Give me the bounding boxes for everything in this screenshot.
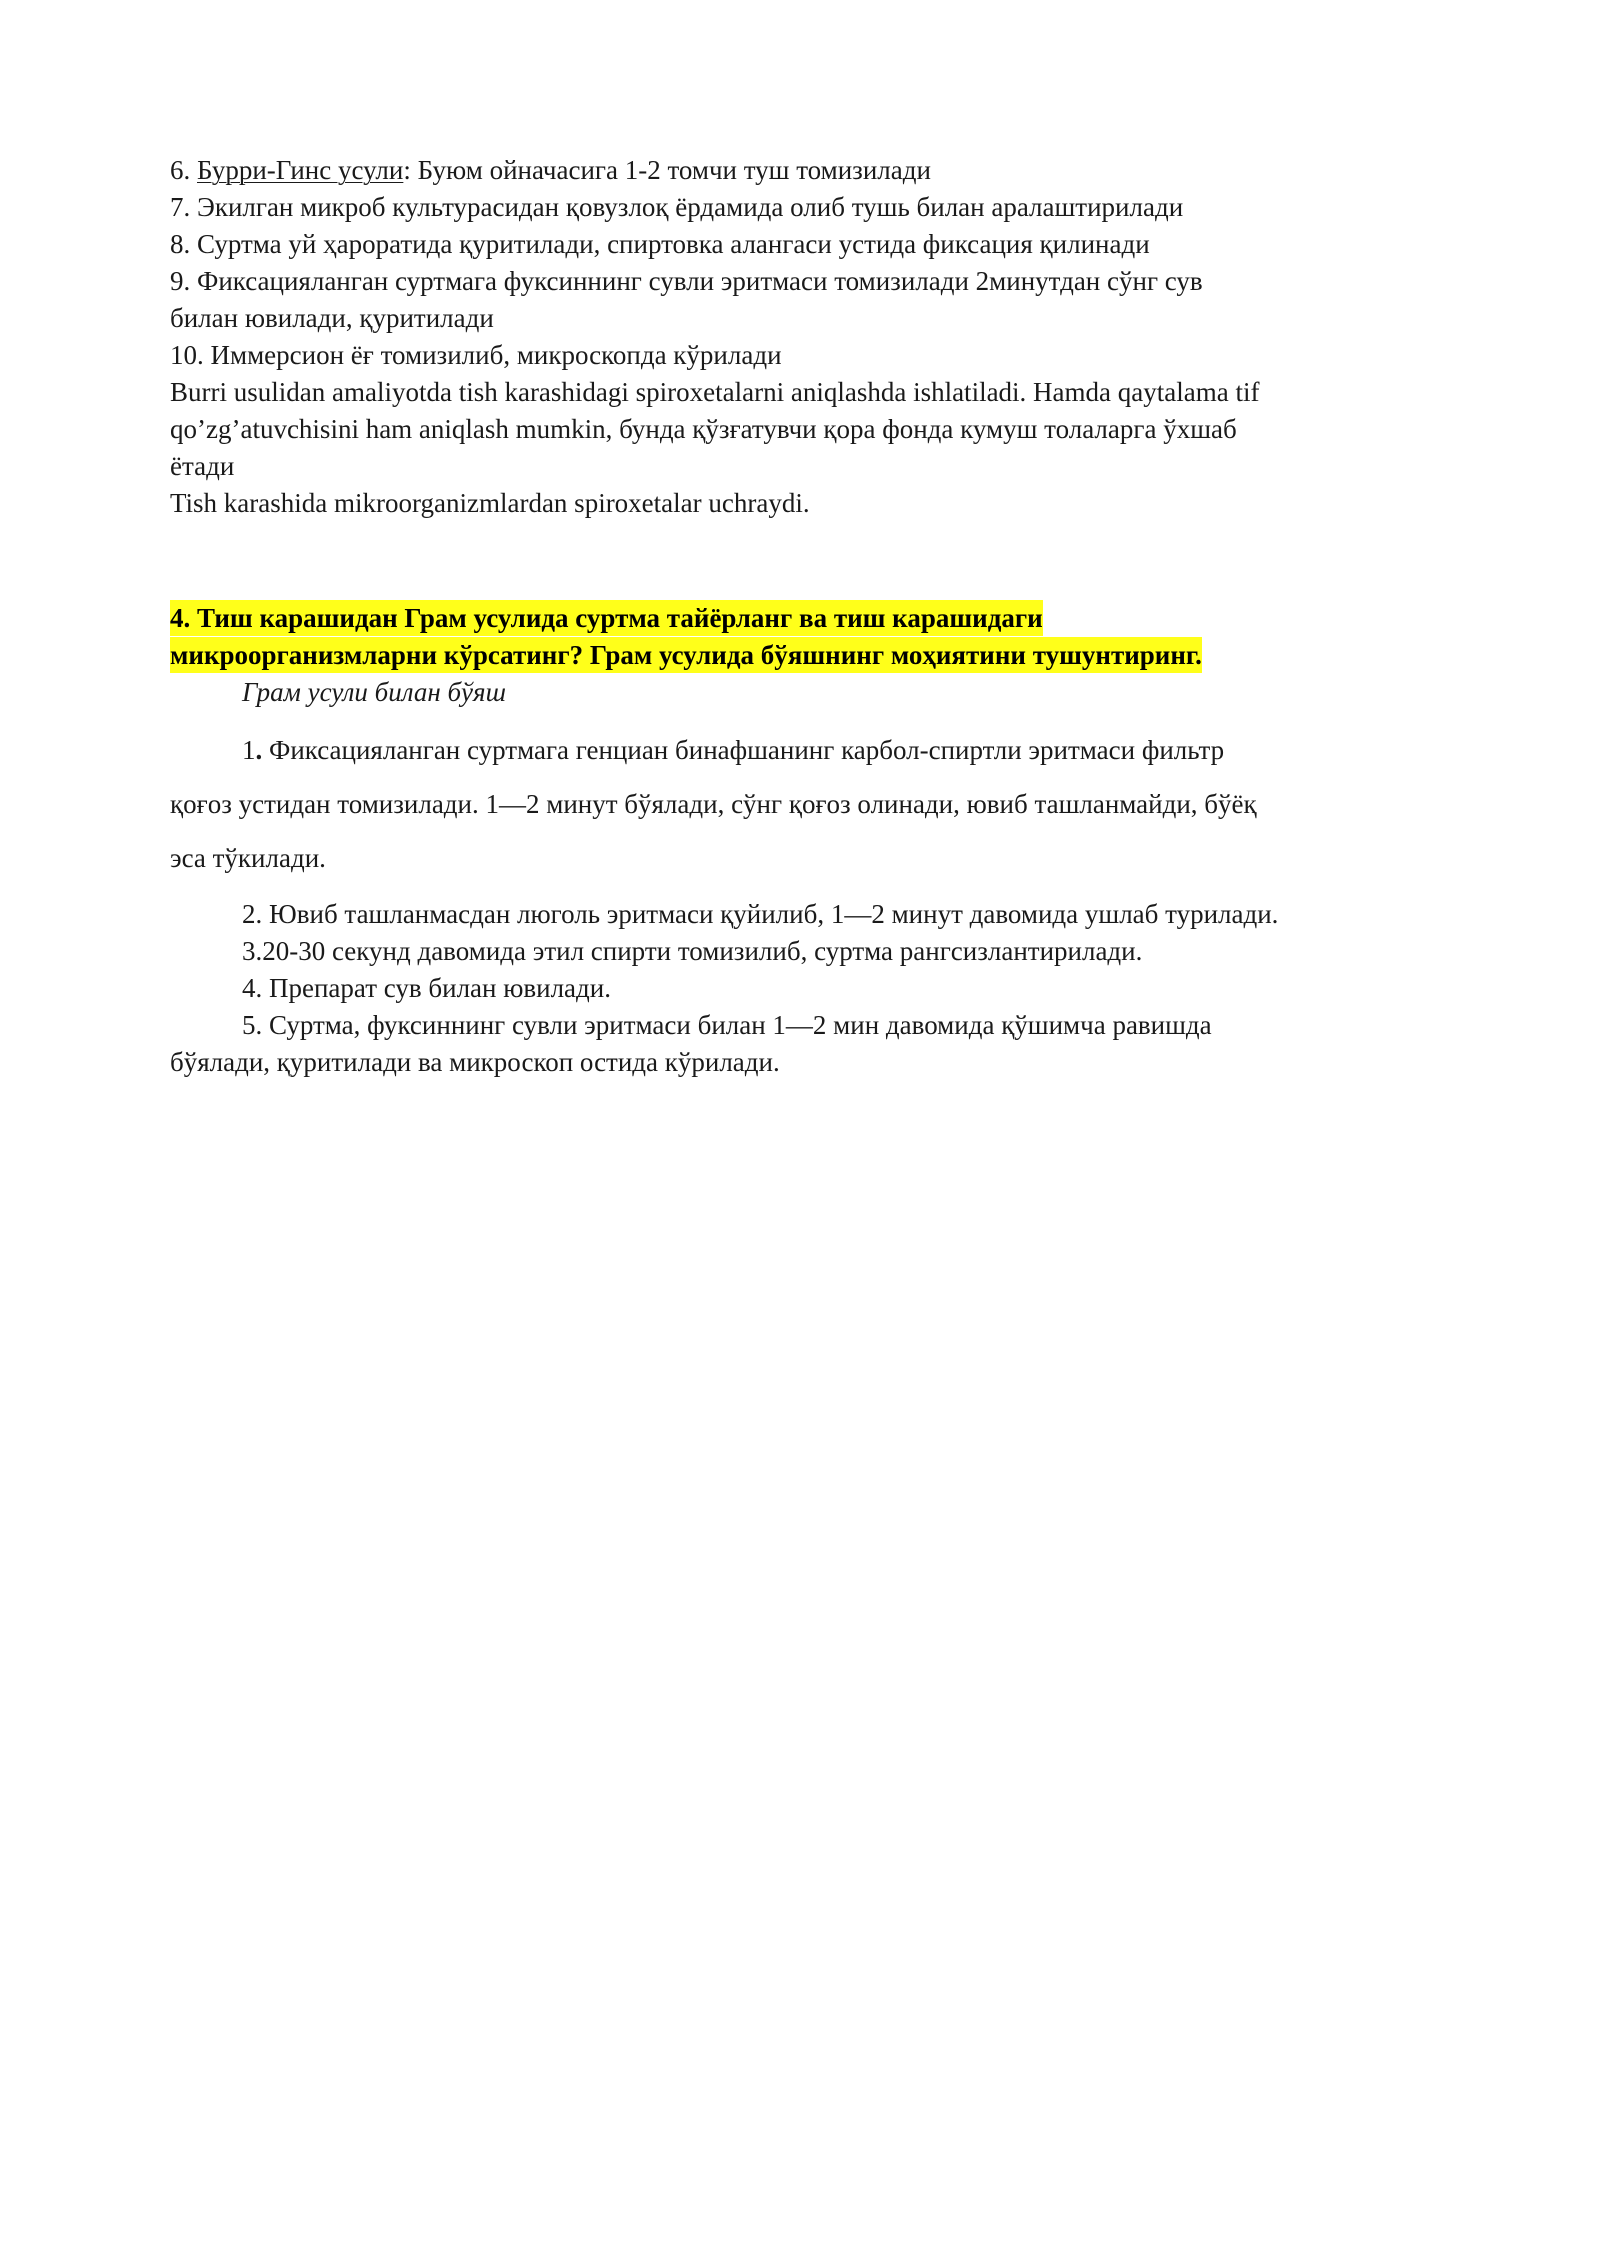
note-line-2: qo’zg’atuvchisini ham aniqlash mumkin, бунда қўзғатувчи қора фонда кумуш толаларга ўхшаб <box>170 414 1237 444</box>
gram-step-1-line-3: эса тўкилади. <box>170 843 326 873</box>
gram-step-4: 4. Препарат сув билан ювилади. <box>242 973 611 1003</box>
list-item-8: 8. Суртма уй ҳароратида қуритилади, спиртовка алангаси устида фиксация қилинади <box>170 229 1150 259</box>
list-item-9-line-2: билан ювилади, қуритилади <box>170 303 494 333</box>
gram-step-3: 3.20-30 секунд давомида этил спирти томизилиб, суртма рангсизлантирилади. <box>242 936 1143 966</box>
item-number: 6. <box>170 155 197 185</box>
list-item-7: 7. Экилган микроб культурасидан қовузлоқ ёрдамида олиб тушь билан аралаштирилади <box>170 192 1184 222</box>
gram-step-1-line-1 <box>242 732 1224 768</box>
note-line-3: ётади <box>170 451 235 481</box>
list-item-6 <box>170 152 931 188</box>
gram-step-5-line-1: 5. Суртма, фуксиннинг сувли эритмаси билан 1—2 мин давомида қўшимча равишда <box>242 1010 1212 1040</box>
step-text: Фиксацияланган суртмага генциан бинафшанинг карбол-спиртли эритмаси фильтр <box>262 735 1225 765</box>
item-text: : Буюм ойначасига 1-2 томчи туш томизилади <box>403 155 931 185</box>
highlight: микроорганизмларни кўрсатинг? Грам усулида бўяшнинг моҳиятини тушунтиринг. <box>170 640 1202 670</box>
note-line-4: Tish karashida mikroorganizmlardan spiroxetalar uchraydi. <box>170 488 810 518</box>
list-item-10: 10. Иммерсион ёғ томизилиб, микроскопда кўрилади <box>170 340 782 370</box>
gram-step-5-line-2: бўялади, қуритилади ва микроскоп остида кўрилади. <box>170 1047 780 1077</box>
question-heading-line-2 <box>170 637 1202 673</box>
question-heading-line-1 <box>170 600 1043 636</box>
highlight: 4. Тиш карашидан Грам усулида суртма тайёрланг ва тиш карашидаги <box>170 603 1043 633</box>
gram-step-1-line-2: қоғоз устидан томизилади. 1—2 минут бўялади, сўнг қоғоз олинади, ювиб ташланмайди, бўёқ <box>170 789 1257 819</box>
gram-step-2: 2. Ювиб ташланмасдан люголь эритмаси қуйилиб, 1—2 минут давомида ушлаб турилади. <box>242 899 1279 929</box>
note-line-1: Burri usulidan amaliyotda tish karashidagi spiroxetalarni aniqlashda ishlatiladi. Hamda qaytalama tif <box>170 377 1260 407</box>
step-number: 1 <box>242 735 256 765</box>
step-dot: . <box>255 735 263 765</box>
method-name-link-style: Бурри-Гинс усули <box>197 155 404 185</box>
list-item-9-line-1: 9. Фиксацияланган суртмага фуксиннинг сувли эритмаси томизилади 2минутдан сўнг сув <box>170 266 1203 296</box>
gram-subtitle: Грам усули билан бўяш <box>242 677 506 707</box>
